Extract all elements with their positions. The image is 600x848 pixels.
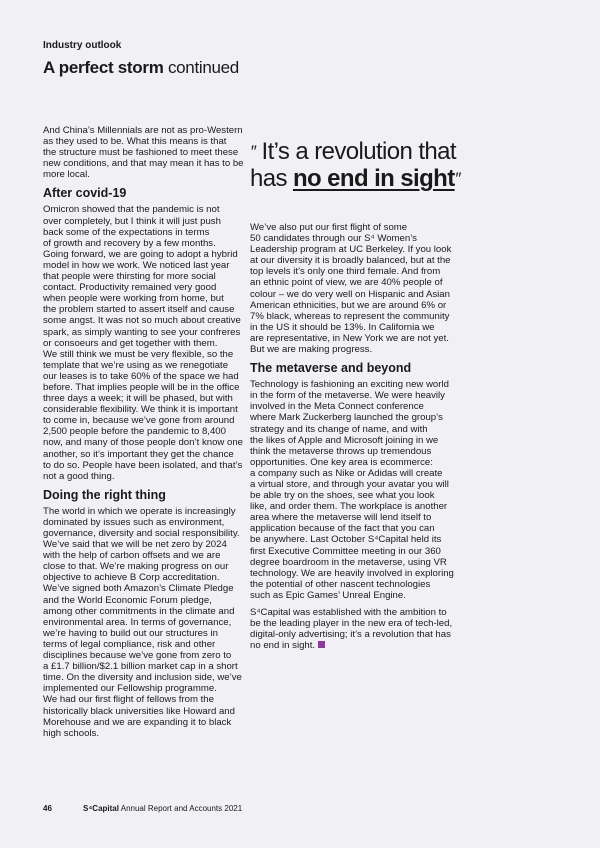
text-line: 50 candidates through our S⁴ Women’s [250, 233, 417, 245]
left-column [43, 125, 248, 745]
text-line: high schools. [43, 727, 99, 739]
text-line: Morehouse and we are expanding it to black [43, 716, 232, 728]
text-line: application because of the fact that you can [250, 523, 435, 535]
section-heading: The metaverse and beyond [250, 361, 412, 376]
text-line: now, and many of those people don’t know one [43, 437, 244, 449]
section-kicker: Industry outlook [43, 40, 122, 51]
text-line: the problem started to assert itself and cause [43, 304, 235, 316]
paragraph [250, 607, 455, 651]
text-line: 2,500 people before the pandemic to 8,400 [43, 426, 226, 438]
text-line: the potential of other nascent technologies [250, 578, 431, 590]
text-line: involved in the Meta Connect conference [250, 401, 424, 413]
text-line: spark, as simply wanting to see your confreres [43, 326, 241, 338]
text-line: some angst. It was not so much about creative [43, 315, 241, 327]
text-line: such as Epic Games’ Unreal Engine. [250, 589, 406, 601]
page-number: 46 [43, 804, 52, 813]
text-line: We’ve said that we will be net zero by 2024 [43, 539, 227, 551]
text-line: We’ve signed both Amazon’s Climate Pledge [43, 583, 234, 595]
text-line: dominated by issues such as environment, [43, 516, 225, 528]
text-line: But we are making progress. [250, 344, 373, 356]
text-line: American ethnicities, but we are around 6% or [250, 299, 447, 311]
text-line: at our diversity it is broadly balanced, but at the [250, 255, 451, 267]
text-line: no end in sight. [250, 640, 455, 651]
text-line: in the US it should be 13%. In California we [250, 321, 435, 333]
text-line: We still think we must be very flexible, so the [43, 348, 234, 360]
text-line: opportunities. One key area is ecommerce: [250, 456, 433, 468]
section-heading: After covid-19 [43, 186, 127, 201]
text-line: not a good thing. [43, 470, 115, 482]
text-line: where Mark Zuckerberg launched the group’s [250, 412, 443, 424]
text-line: disciplines because we’ve gone from zero to [43, 650, 232, 662]
text-line: before. That implies people will be in the office [43, 381, 240, 393]
text-line: a virtual store, and through your avatar you will [250, 478, 449, 490]
text-line: first Executive Committee meeting in our 360 [250, 545, 441, 557]
text-line: historically black universities like Howard and [43, 705, 235, 717]
text-line: template that we’re using as we renegotiate [43, 359, 229, 371]
text-line: implemented our Fellowship programme. [43, 683, 217, 695]
text-line: top levels it’s only one third female. And from [250, 266, 441, 278]
text-line: degree boardroom in the metaverse, using VR [250, 556, 447, 568]
text-line: strategy and its change of name, and with [250, 423, 428, 435]
text-line: that people were thirsting for more social [43, 271, 216, 283]
text-line: technology. We are heavily involved in exploring [250, 567, 454, 579]
text-line: 7% black, whereas to represent the community [250, 310, 450, 322]
brand-name: S⁴Capital [83, 804, 119, 813]
close-quote-mark: ″ [454, 169, 461, 188]
text-line: a company such as Nike or Adidas will create [250, 467, 443, 479]
paragraph [43, 204, 248, 481]
text-line: are representative, in New York we are not yet. [250, 332, 449, 344]
text-line: close to that. We’re making progress on our [43, 561, 229, 573]
text-line: among other commitments in the climate and [43, 605, 235, 617]
quote-emphasis: no end in sight [292, 165, 455, 192]
open-quote-mark: ″ [250, 142, 256, 161]
section-heading: Doing the right thing [43, 487, 166, 502]
pull-quote [250, 138, 460, 192]
text-line: area where the metaverse will lend itself to [250, 512, 432, 524]
paragraph [250, 222, 455, 355]
title-bold: A perfect storm [43, 58, 164, 77]
text-line: considerable flexibility. We think it is important [43, 404, 238, 416]
text-line: a £1.7 billion/$2.1 billion market cap in a short [43, 661, 238, 673]
right-column [250, 222, 455, 657]
text-line: digital-only advertising; it’s a revolution that has [250, 629, 451, 641]
text-line: environmental area. In terms of governance, [43, 616, 232, 628]
text-line: objective to achieve B Corp accreditation. [43, 572, 220, 584]
text-line: governance, diversity and social responsibility. [43, 528, 240, 539]
text-line: in the form of the metaverse. We were heavily [250, 390, 445, 402]
text-line: of growth and recovery by a few months. [43, 237, 216, 249]
text-line: S⁴Capital was established with the ambition to [250, 607, 447, 618]
text-line: be the leading player in the new era of tech-led, [250, 618, 453, 630]
text-line: Omicron showed that the pandemic is not [43, 204, 220, 216]
text-line: over completely, but I think it will just push [43, 215, 221, 227]
text-line: as they used to be. What this means is that [43, 136, 227, 148]
report-title: Annual Report and Accounts 2021 [118, 804, 243, 813]
text-line: another, so it’s important they get the chance [43, 448, 234, 460]
paragraph [43, 506, 248, 739]
text-line: back some of the expectations in terms [43, 226, 210, 238]
text-line: the structure must be fashioned to meet these [43, 147, 239, 159]
text-line: new conditions, and that may mean it has to be [43, 158, 244, 170]
text-line: And China’s Millennials are not as pro-Western [43, 125, 243, 136]
text-line: more local. [43, 169, 90, 181]
text-line: when people were working from home, but [43, 293, 224, 305]
text-line: terms of legal compliance, risk and other [43, 638, 216, 650]
text-line: to come in, because we’ve gone from around [43, 415, 235, 427]
text-line: We had our first flight of fellows from the [43, 694, 214, 706]
text-line: be anywhere. Last October S⁴Capital held its [250, 534, 442, 546]
text-line: our leases is to take 60% of the space we had [43, 370, 239, 382]
text-line: three days a week; it will be phased, but with [43, 393, 233, 405]
text-line: model in how we work. We noticed last year [43, 259, 230, 271]
paragraph [43, 125, 248, 180]
text-line: like, and order them. The workplace is another [250, 501, 448, 513]
text-line: Technology is fashioning an exciting new world [250, 379, 449, 391]
title-rest: continued [163, 58, 239, 77]
paragraph [250, 379, 455, 601]
quote-line-2: has [250, 165, 293, 192]
page-title [43, 58, 239, 78]
text-line: time. On the diversity and inclusion side, we’ve [43, 672, 242, 684]
text-line: to do so. People have been isolated, and that’s [43, 459, 243, 471]
text-line: contact. Productivity remained very good [43, 282, 217, 294]
text-line: or consoeurs and get together with them. [43, 337, 218, 349]
text-line: The world in which we operate is increasingly [43, 505, 236, 517]
text-line: an ethnic point of view, we are 40% people of [250, 277, 443, 289]
text-line: the likes of Apple and Microsoft joining in we [250, 434, 439, 446]
text-line: Leadership program at UC Berkeley. If you look [250, 244, 452, 256]
text-line: with the help of carbon offsets and we are [43, 550, 221, 562]
text-line: and the World Economic Forum pledge, [43, 594, 212, 606]
text-line: colour – we do very well on Hispanic and Asian [250, 288, 450, 300]
text-line: we’re having to build out our structures in [43, 627, 218, 639]
text-line: think the metaverse throws up tremendous [250, 445, 432, 457]
quote-line-1: It’s a revolution that [261, 138, 456, 165]
text-line: be able try on the shoes, see what you look [250, 490, 435, 502]
footer-brand [83, 804, 242, 813]
text-line: Going forward, we are going to adopt a hybrid [43, 248, 238, 260]
end-mark-icon [318, 641, 325, 648]
text-line: We’ve also put our first flight of some [250, 222, 408, 233]
